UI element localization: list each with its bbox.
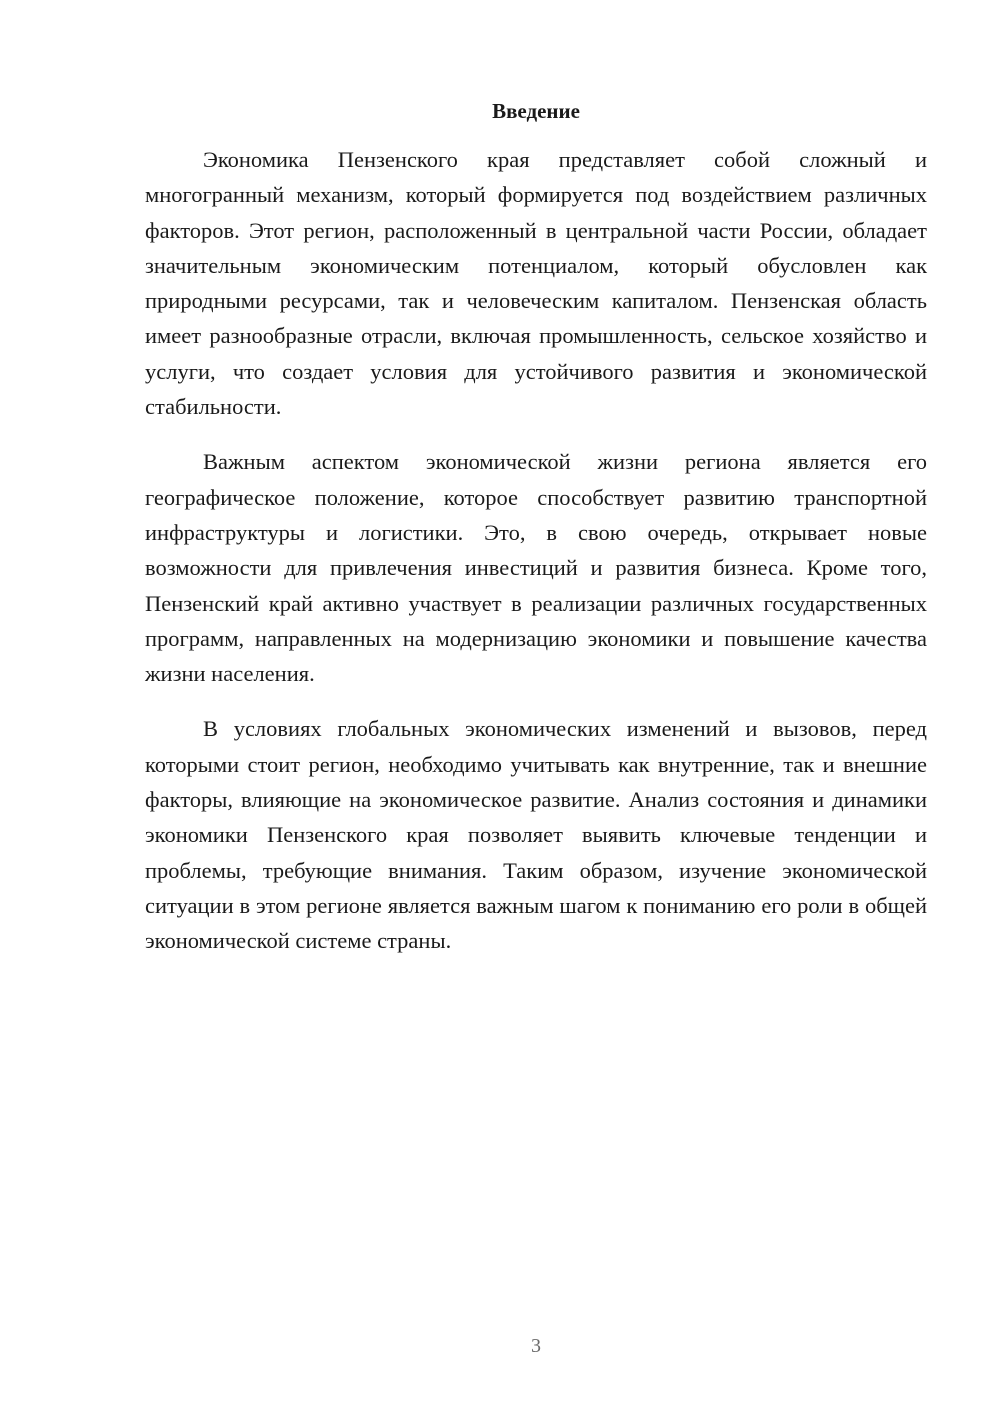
page-title: Введение (492, 99, 580, 123)
paragraph-3: В условиях глобальных экономических изменений и вызовов, перед которыми стоит регион, необходимо учитывать как внутренние, так и внешние факторы, влияющие на экономическое развитие. Анализ состояния и динамики экономики Пензенского края позволяет выявить ключевые тенденции и проблемы, требующие внимания. Таким образом, изучение экономической ситуации в этом регионе является важным шагом к пониманию его роли в общей экономической системе страны. (145, 716, 927, 954)
body-text (145, 142, 927, 979)
paragraph-2: Важным аспектом экономической жизни региона является его географическое положение, которое способствует развитию транспортной инфраструктуры и логистики. Это, в свою очередь, открывает новые возможности для привлечения инвестиций и развития бизнеса. Кроме того, Пензенский край активно участвует в реализации различных государственных программ, направленных на модернизацию экономики и повышение качества жизни населения. (145, 449, 927, 687)
page-number: 3 (531, 1335, 541, 1357)
paragraph-1: Экономика Пензенского края представляет собой сложный и многогранный механизм, который формируется под воздействием различных факторов. Этот регион, расположенный в центральной части России, обладает значительным экономическим потенциалом, который обусловлен как природными ресурсами, так и человеческим капиталом. Пензенская область имеет разнообразные отрасли, включая промышленность, сельское хозяйство и услуги, что создает условия для устойчивого развития и экономической стабильности. (145, 147, 927, 420)
